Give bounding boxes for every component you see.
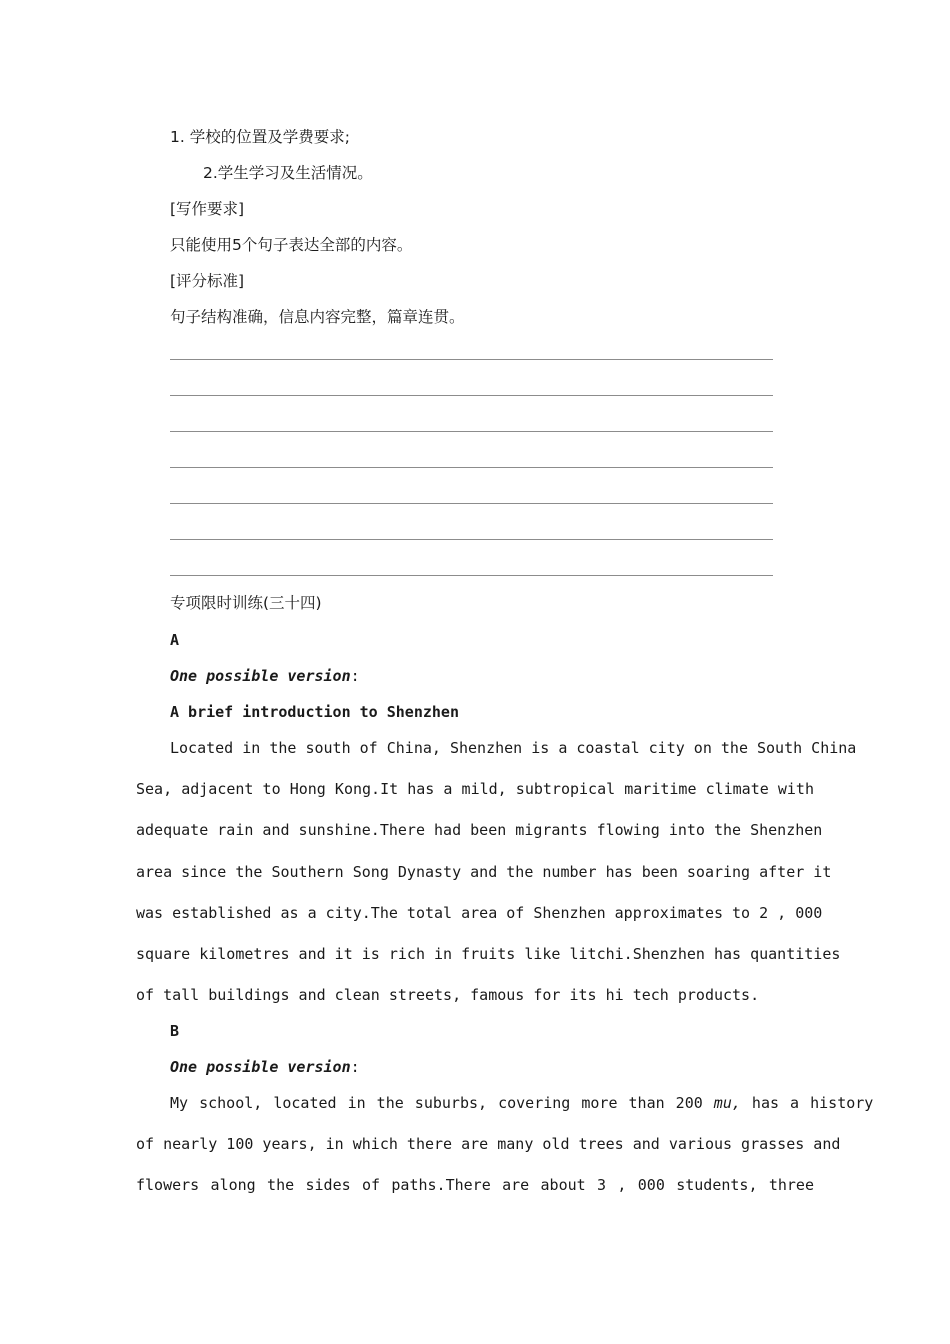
essay-title: A brief introduction to Shenzhen bbox=[170, 703, 459, 721]
answer-line bbox=[170, 503, 773, 504]
part-a-version-heading bbox=[170, 666, 360, 686]
part-b-label: B bbox=[170, 1022, 180, 1040]
essay-line: Located in the south of China, Shenzhen is a coastal city on the South China bbox=[170, 739, 857, 757]
part-a-label: A bbox=[170, 631, 180, 649]
essay-line bbox=[136, 1093, 874, 1134]
version-label: One possible version bbox=[170, 667, 351, 685]
essay-line: was established as a city.The total area of Shenzhen approximates to 2 , 000 bbox=[136, 903, 823, 922]
essay-line: adequate rain and sunshine.There had been migrants flowing into the Shenzhen bbox=[136, 821, 823, 840]
writing-requirements-heading: [写作要求] bbox=[170, 200, 245, 218]
writing-requirements-text: 只能使用5个句子表达全部的内容。 bbox=[170, 236, 413, 254]
answer-line bbox=[170, 359, 773, 360]
scoring-criteria-heading: [评分标准] bbox=[170, 272, 245, 290]
part-b-version-heading bbox=[170, 1057, 360, 1077]
essay-line: of nearly 100 years, in which there are many old trees and various grasses and bbox=[136, 1135, 841, 1154]
requirement-item-2: 2.学生学习及生活情况。 bbox=[203, 164, 373, 182]
version-colon: : bbox=[350, 667, 360, 685]
answer-line bbox=[170, 539, 773, 540]
requirement-item-1: 1. 学校的位置及学费要求; bbox=[170, 128, 350, 146]
answer-line bbox=[170, 431, 773, 432]
essay-italic-term: mu, bbox=[713, 1094, 741, 1112]
scoring-criteria-text: 句子结构准确，信息内容完整，篇章连贯。 bbox=[170, 308, 465, 326]
essay-text: My school, located in the suburbs, covering more than 200 bbox=[170, 1094, 714, 1112]
essay-line: flowers along the sides of paths.There are about 3 , 000 students, three bbox=[136, 1176, 814, 1195]
essay-line: area since the Southern Song Dynasty and the number has been soaring after it bbox=[136, 862, 832, 881]
part-a-essay bbox=[136, 738, 857, 1026]
version-colon: : bbox=[350, 1058, 360, 1076]
essay-line: Sea, adjacent to Hong Kong.It has a mild, subtropical maritime climate with bbox=[136, 780, 814, 799]
essay-line: square kilometres and it is rich in fruits like litchi.Shenzhen has quantities bbox=[136, 944, 841, 963]
answer-line bbox=[170, 467, 773, 468]
answer-line bbox=[170, 575, 773, 576]
part-b-essay bbox=[136, 1093, 874, 1217]
essay-text: has a history bbox=[740, 1094, 874, 1112]
answer-line bbox=[170, 395, 773, 396]
essay-line: of tall buildings and clean streets, famous for its hi tech products. bbox=[136, 986, 760, 1005]
version-label: One possible version bbox=[170, 1058, 351, 1076]
section-title: 专项限时训练(三十四) bbox=[170, 594, 322, 612]
